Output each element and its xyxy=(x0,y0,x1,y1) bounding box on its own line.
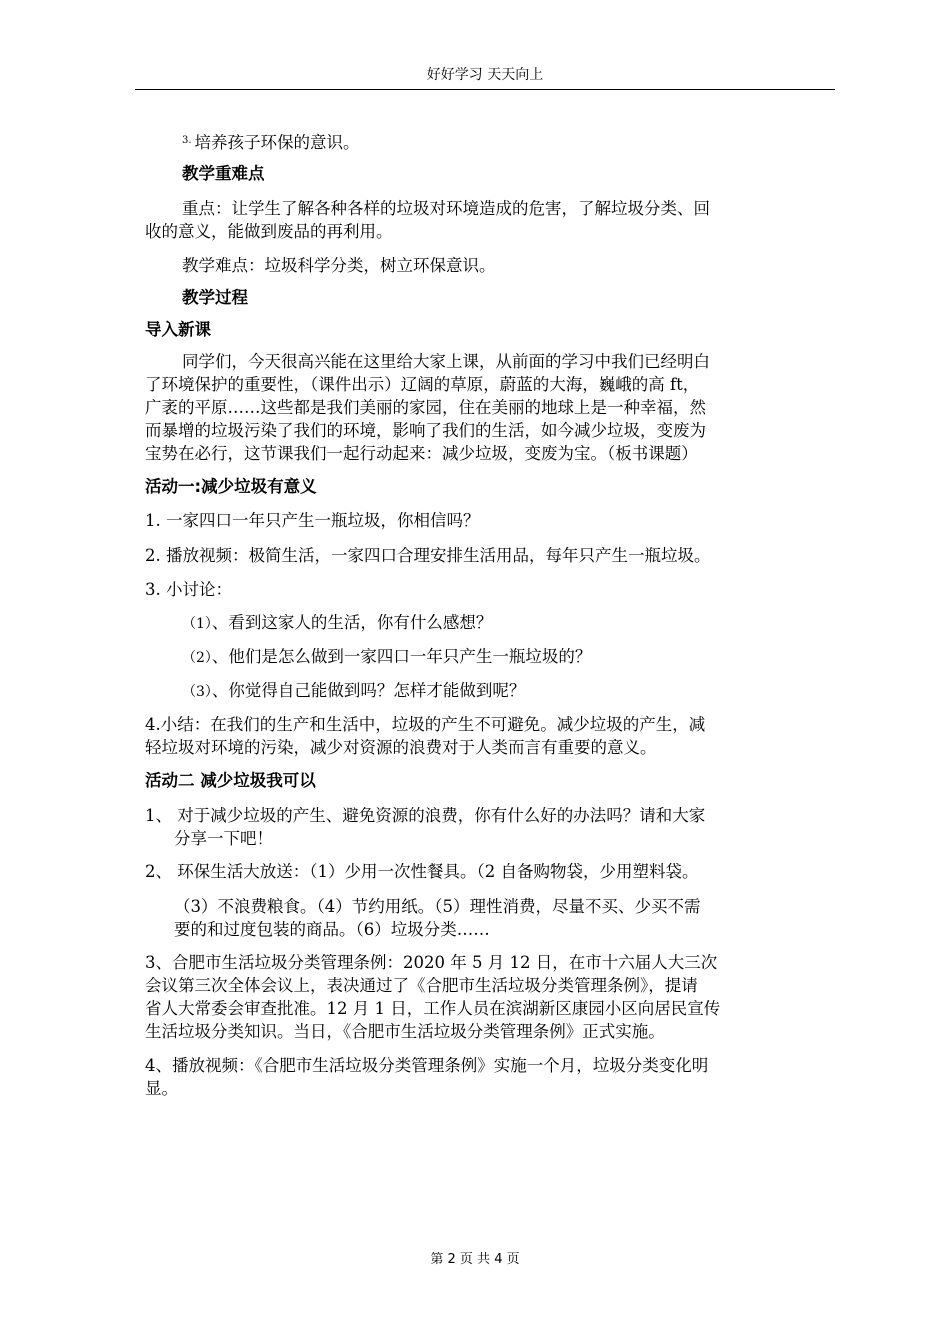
item-marker: 3. xyxy=(182,135,192,146)
discussion-number: （1） xyxy=(182,616,212,632)
heading-activity-2: 活动二 减少垃圾我可以 xyxy=(145,771,316,790)
discussion-1 xyxy=(182,612,492,635)
difficult-point: 教学难点：垃圾科学分类，树立环保意识。 xyxy=(182,256,496,275)
key-point-line-1: 重点：让学生了解各种各样的垃圾对环境造成的危害，了解垃圾分类、回 xyxy=(182,199,710,218)
discussion-text: 、你觉得自己能做到吗？怎样才能做到呢？ xyxy=(211,681,526,700)
discussion-3 xyxy=(182,680,525,703)
intro-line-1: 同学们，今天很高兴能在这里给大家上课，从前面的学习中我们已经明白 xyxy=(182,352,710,371)
heading-key-difficult-points: 教学重难点 xyxy=(182,164,265,183)
discussion-number: （3） xyxy=(182,684,212,700)
activity2-i4-line-1: 4、播放视频：《合肥市生活垃圾分类管理条例》实施一个月，垃圾分类变化明 xyxy=(145,1056,709,1075)
activity1-q1: 1. 一家四口一年只产生一瓶垃圾，你相信吗？ xyxy=(145,511,480,530)
activity2-i3-line-2: 会议第三次全体会议上，表决通过了《合肥市生活垃圾分类管理条例》，提请 xyxy=(145,976,698,995)
discussion-text: 、他们是怎么做到一家四口一年只产生一瓶垃圾的？ xyxy=(211,647,592,666)
page-footer: 第 2 页 共 4 页 xyxy=(430,1252,520,1267)
activity2-i2: 2、 环保生活大放送：（1）少用一次性餐具。（2 自备购物袋，少用塑料袋。 xyxy=(145,862,699,881)
activity2-i4-line-2: 显。 xyxy=(145,1079,178,1098)
activity2-i3-line-1: 3、合肥市生活垃圾分类管理条例：2020 年 5 月 12 日，在市十六届人大三次 xyxy=(145,953,718,972)
intro-line-2: 了环境保护的重要性，（课件出示）辽阔的草原，蔚蓝的大海，巍峨的高 ft， xyxy=(145,375,700,394)
discussion-text: 、看到这家人的生活，你有什么感想？ xyxy=(211,613,493,632)
activity2-i3-line-4: 生活垃圾分类知识。当日，《合肥市生活垃圾分类管理条例》正式实施。 xyxy=(145,1022,665,1041)
heading-intro: 导入新课 xyxy=(145,320,211,339)
summary-line-1: 4.小结：在我们的生产和生活中，垃圾的产生不可避免。减少垃圾的产生，减 xyxy=(145,715,706,734)
intro-line-3: 广袤的平原……这些都是我们美丽的家园，住在美丽的地球上是一种幸福，然 xyxy=(145,398,706,417)
activity2-i1-line-1: 1、 对于减少垃圾的产生、避免资源的浪费，你有什么好的办法吗？请和大家 xyxy=(145,806,706,825)
summary-line-2: 轻垃圾对环境的污染，减少对资源的浪费对于人类而言有重要的意义。 xyxy=(145,738,657,757)
item-text: 培养孩子环保的意识。 xyxy=(194,133,360,152)
intro-line-4: 而暴增的垃圾污染了我们的环境，影响了我们的生活，如今减少垃圾，变废为 xyxy=(145,421,706,440)
activity2-i2-cont-2: 要的和过度包装的商品。（6）垃圾分类…… xyxy=(174,920,490,939)
page-header: 好好学习 天天向上 xyxy=(135,62,835,90)
activity1-q3: 3. 小讨论： xyxy=(145,580,232,599)
heading-teaching-process: 教学过程 xyxy=(182,288,248,307)
objective-item-3 xyxy=(182,130,360,154)
activity2-i1-line-2: 分享一下吧！ xyxy=(174,829,273,848)
intro-line-5: 宝势在必行，这节课我们一起行动起来：减少垃圾，变废为宝。（板书课题） xyxy=(145,444,698,463)
activity2-i3-line-3: 省人大常委会审查批准。12 月 1 日，工作人员在滨湖新区康园小区向居民宣传 xyxy=(145,999,721,1018)
discussion-number: （2） xyxy=(182,650,212,666)
activity1-q2: 2. 播放视频：极简生活，一家四口合理安排生活用品，每年只产生一瓶垃圾。 xyxy=(145,546,711,565)
discussion-2 xyxy=(182,646,591,669)
heading-activity-1: 活动一:减少垃圾有意义 xyxy=(145,477,317,496)
activity2-i2-cont-1: （3）不浪费粮食。（4）节约用纸。（5）理性消费，尽量不买、少买不需 xyxy=(174,897,701,916)
key-point-line-2: 收的意义，能做到废品的再利用。 xyxy=(145,222,393,241)
